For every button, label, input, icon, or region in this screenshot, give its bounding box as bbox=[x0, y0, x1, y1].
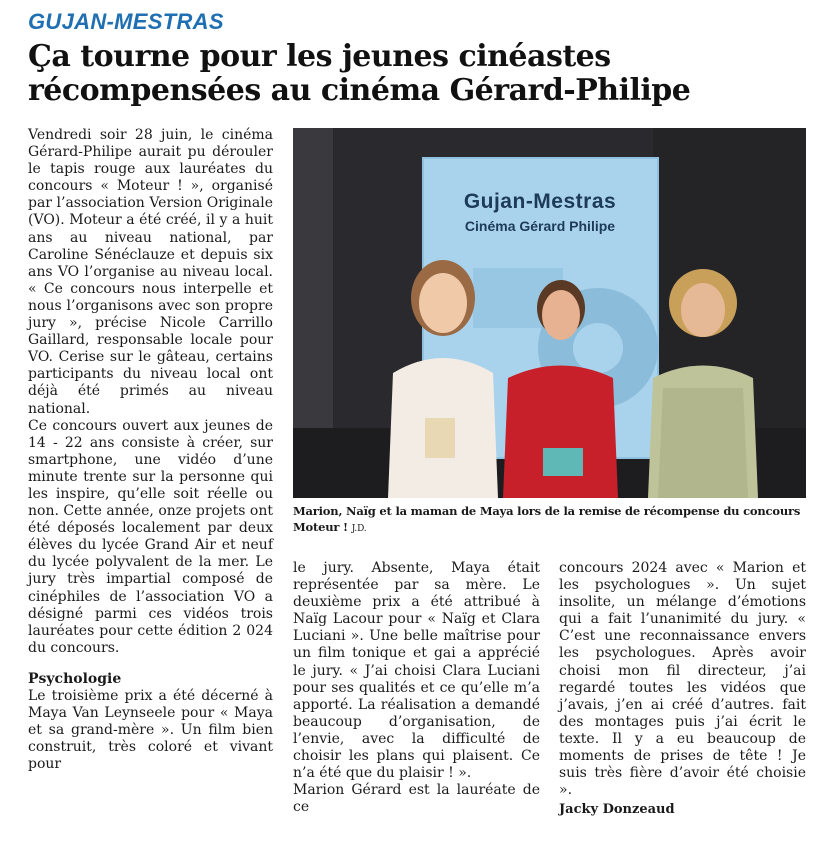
article-photo bbox=[293, 128, 806, 498]
banner-text bbox=[425, 190, 655, 234]
article-headline: Ça tourne pour les jeunes cinéastes récompensées au cinéma Gérard-Philipe bbox=[28, 39, 691, 108]
photo-illustration bbox=[293, 128, 806, 498]
banner-title: Gujan-Mestras bbox=[463, 190, 617, 213]
paragraph: Le troisième prix a été décerné à Maya Van Leynseele pour « Maya et sa grand-mère ». Un film bien construit, très coloré et vivant pour bbox=[28, 688, 273, 773]
subheading: Psychologie bbox=[28, 670, 122, 687]
section-kicker: GUJAN-MESTRAS bbox=[28, 9, 224, 34]
paragraph: Ce concours ouvert aux jeunes de 14 - 22 ans consiste à créer, sur smartphone, une vidéo d’une minute trente sur la personne qui les inspire, qu’elle soit réelle ou non. Cette année, onze projets ont été déposés localement par deux élèves du lycée Grand Air et neuf du lycée polyvalent de la mer. Le jury très impartial composé de cinéphiles de l’association VO a désigné parmi ces vidéos trois lauréates pour cette édition 2 024 du concours. bbox=[28, 417, 273, 656]
paragraph: concours 2024 avec « Marion et les psychologues ». Un sujet insolite, un mélange d’émotions qui a fait l’unanimité du jury. « C’est une reconnaissance envers les psychologues. Après avoir choisi mon fil directeur, j’ai regardé toutes les vidéos que j’avais, j’en ai créé d’autres. fait des montages puis j’ai écrit le texte. Il y a eu beaucoup de moments de prises de tête ! Je suis très fière d’avoir été choisie ». bbox=[559, 560, 806, 799]
paragraph: Marion Gérard est la lauréate de ce bbox=[293, 782, 540, 816]
article-column-1 bbox=[28, 127, 273, 773]
banner-subtitle: Cinéma Gérard Philipe bbox=[464, 218, 616, 234]
photo-caption bbox=[293, 503, 806, 537]
caption-text: Marion, Naïg et la maman de Maya lors de la remise de récompense du concours Moteur ! bbox=[293, 504, 801, 534]
paragraph: Vendredi soir 28 juin, le cinéma Gérard-Philipe aurait pu dérouler le tapis rouge aux lauréates du concours « Moteur ! », organisé par l’association Version Originale (VO). Moteur a été créé, il y a huit ans au niveau national, par Caroline Sénéclauze et depuis six ans VO l’organise au niveau local. « Ce concours nous interpelle et nous l’organisons avec son propre jury », précise Nicole Carrillo Gaillard, responsable locale pour VO. Cerise sur le gâteau, certains participants du niveau local ont déjà été primés au niveau national. bbox=[28, 127, 273, 417]
article-column-3 bbox=[559, 560, 806, 818]
paragraph: le jury. Absente, Maya était représentée par sa mère. Le deuxième prix a été attribué à Naïg Lacour pour « Naïg et Clara Luciani ». Une belle maîtrise pour un film tonique et gai a apprécié le jury. « J’ai choisi Clara Luciani pour ses qualités et ce qu’elle m’a apporté. La réalisation a demandé beaucoup d’organisation, de l’envie, avec la difficulté de choisir les plans qui plaisent. Ce n’a été que du plaisir ! ». bbox=[293, 560, 540, 782]
photo-credit: J.D. bbox=[351, 524, 367, 534]
article-column-2 bbox=[293, 560, 540, 816]
author-byline: Jacky Donzeaud bbox=[559, 802, 675, 818]
